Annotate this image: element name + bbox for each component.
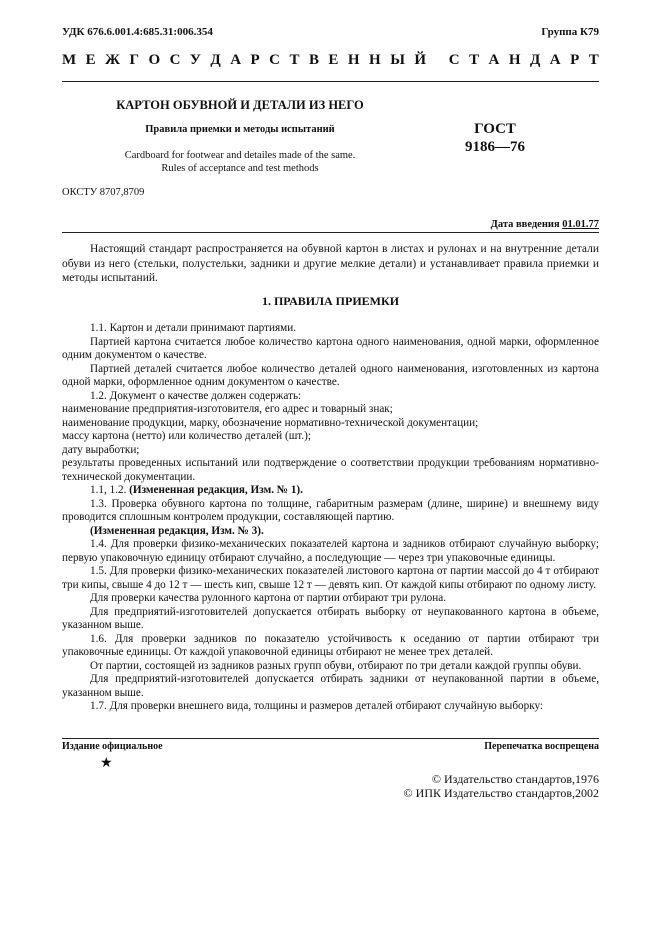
heading-letter: Ы [390,52,405,68]
heading-letter: С [269,52,280,68]
introduction-date [491,219,599,230]
heading-letter: Е [85,52,96,68]
amendment-note [62,484,599,498]
paragraph: Партией деталей считается любое количество деталей одного наименования, изготовленных из картона одной марки, оформленное одним документом о качестве. [62,362,599,388]
amendment-prefix: 1.1, 1.2. [90,484,130,496]
star-icon: ★ [100,756,113,771]
introduction-date-value: 01.01.77 [562,219,599,230]
gost-number: 9186—76 [465,139,525,155]
paragraph: 1.4. Для проверки физико-механических показателей картона и задников отбирают случайную выборку; первую упаковочную единицу отбирают случайно, а последующие — через три упаковочные единицы. [62,538,599,564]
heading-letter: Т [289,52,300,68]
list-item: результаты проведенных испытаний или подтверждение о соответствии продукции требованиям нормативно-технической документации. [62,457,599,483]
document-title: КАРТОН ОБУВНОЙ И ДЕТАЛИ ИЗ НЕГО [116,98,364,112]
english-title-line-1: Cardboard for footwear and detailes made of the same. [124,150,356,161]
paragraph: 1.1. Картон и детали принимают партиями. [90,322,297,334]
english-title-line-2: Rules of acceptance and test methods [161,163,319,174]
paragraph: Для предприятий-изготовителей допускается отбирать задники от неупакованной партии в объеме, указанном выше. [62,673,599,699]
heading-letter: Р [570,52,580,68]
intro-paragraph: Настоящий стандарт распространяется на обувной картон в листах и рулонах и на внутренние детали обуви из него (стельки, полустельки, задники и другие мелкие детали) и устанавливает правила приемки и методы испытаний. [62,243,599,284]
list-item: наименование предприятия-изготовителя, его адрес и товарный знак; [62,403,393,415]
heading-letter: Г [129,52,139,68]
heading-letter: О [148,52,161,68]
gost-designation [460,120,530,156]
heading-letter: Й [414,52,427,68]
official-edition-label: Издание официальное [62,741,163,752]
gost-label: ГОСТ [474,121,516,137]
amendment-text: (Измененная редакция, Изм. № 1). [129,484,303,496]
heading-letter: Д [210,52,221,68]
footer-rule [62,738,599,739]
amendment-note: (Измененная редакция, Изм. № 3). [90,524,264,537]
heading-letter: С [169,52,181,68]
heading-letter: А [488,52,500,68]
reprint-prohibited-label: Перепечатка воспрещена [484,741,599,752]
list-item: массу картона (нетто) или количество деталей (шт.); [62,430,311,442]
list-item: дату выработки; [62,443,140,456]
paragraph: 1.5. Для проверки физико-механических показателей листового картона от партии массой до 4 т отбирают три кипы, свыше 4 до 12 т — шесть кип, свыше 12 т — девять кип. От каждой кипы отбирают по одному листу. [62,565,599,591]
paragraph: 1.6. Для проверки задников по показателю устойчивость к оседанию от партии отбирают три упаковочные единицы. От каждой упаковочной единицы отбирают не менее трех деталей. [62,632,599,658]
heading-letter: А [230,52,242,68]
interstate-standard-heading [62,52,599,69]
title-block-rule [62,232,599,233]
oksty-code: ОКСТУ 8707,8709 [62,187,145,198]
heading-letter: У [189,52,201,68]
introduction-date-label: Дата введения [490,219,560,230]
heading-letter: М [62,52,77,68]
udk-code: УДК 676.6.001.4:685.31:006.354 [62,26,213,38]
paragraph: Партией картона считается любое количество картона одного наименования, одной марки, оформленное одним документом о качестве. [62,335,599,361]
section-1-heading: 1. ПРАВИЛА ПРИЕМКИ [261,294,400,308]
heading-letter: Т [588,52,599,68]
heading-letter: Д [530,52,541,68]
heading-letter: Т [469,52,480,68]
document-subtitle: Правила приемки и методы испытаний [145,124,335,135]
paragraph: Для проверки качества рулонного картона от партии отбирают три рулона. [90,592,447,604]
paragraph: От партии, состоящей из задников разных групп обуви, отбирают по три детали каждой группы обуви. [90,659,582,672]
copyright-1976: © Издательство стандартов,1976 [431,772,599,786]
heading-letter [436,52,440,69]
heading-letter: В [308,52,319,68]
group-code: Группа К79 [541,26,599,38]
paragraph: 1.3. Проверка обувного картона по толщине, габаритным размерам (длине, ширине) и внешнему виду проводится сплошным контролем продукции, составляющей партию. [62,497,599,523]
heading-letter: Н [369,52,381,68]
list-item: наименование продукции, марку, обозначение нормативно-технической документации; [62,416,479,429]
header-rule [62,81,599,82]
heading-letter: Р [250,52,260,68]
paragraph: 1.2. Документ о качестве должен содержать: [90,389,302,402]
heading-letter: Н [508,52,521,68]
section-1-body [62,322,599,714]
heading-letter: А [549,52,561,68]
copyright-2002: © ИПК Издательство стандартов,2002 [403,786,599,800]
heading-letter: Ж [105,52,120,68]
paragraph: Для предприятий-изготовителей допускается отбирать выборку от неупакованного картона в объеме, указанном выше. [62,605,599,631]
heading-letter: С [448,52,460,68]
paragraph: 1.7. Для проверки внешнего вида, толщины и размеров деталей отбирают случайную выборку: [90,700,544,712]
heading-letter: Н [347,52,360,68]
heading-letter: Е [328,52,339,68]
